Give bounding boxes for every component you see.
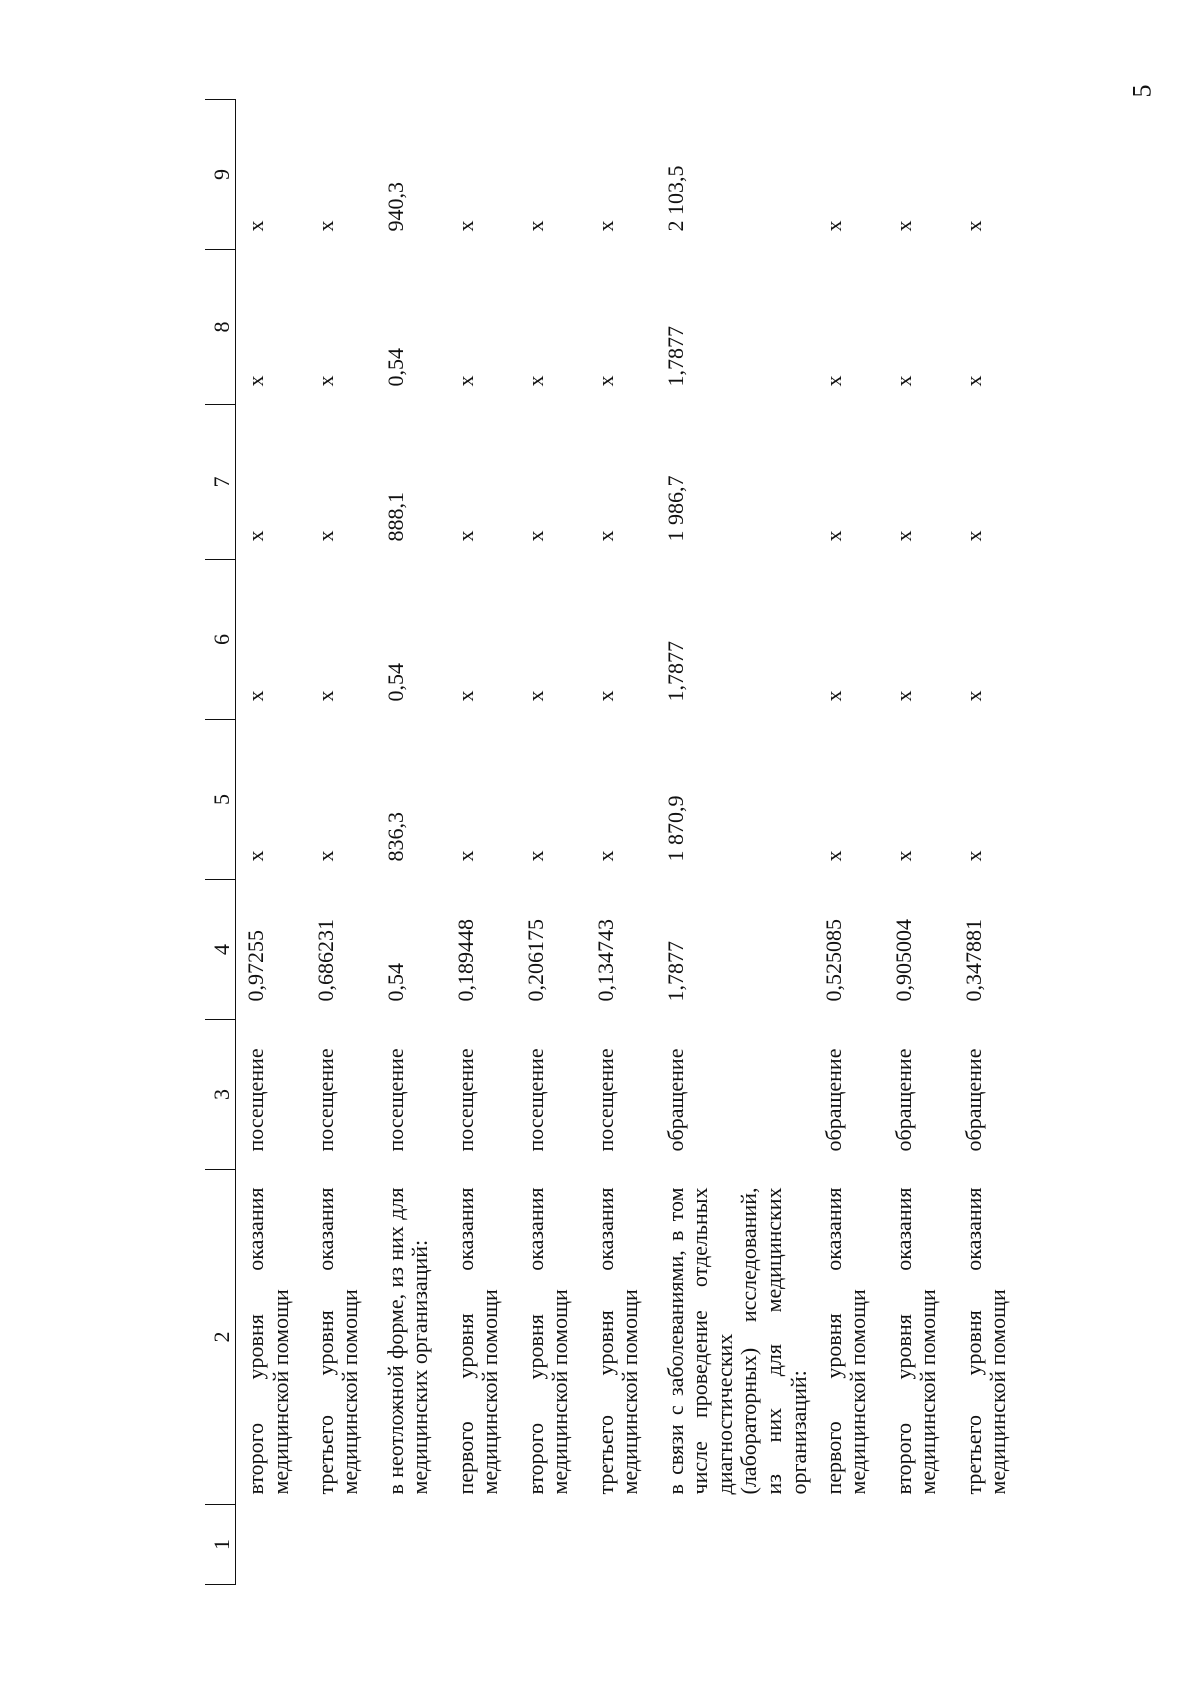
cell-col5: x xyxy=(820,850,846,862)
cell-unit: обращение xyxy=(960,1048,986,1152)
cell-col4: 0,189448 xyxy=(452,919,478,1002)
column-header-5: 5 xyxy=(205,720,236,880)
cell-col4: 0,206175 xyxy=(522,919,548,1002)
cell-col8: 0,54 xyxy=(382,348,408,387)
cell-unit: посещение xyxy=(243,1048,268,1152)
data-table xyxy=(205,99,1024,1585)
cell-name: второго уровня оказания медицинской помощи xyxy=(522,1187,573,1495)
cell-unit: посещение xyxy=(452,1048,478,1152)
column-header-8: 8 xyxy=(205,250,236,405)
cell-unit: обращение xyxy=(820,1048,846,1152)
cell-number xyxy=(376,1505,446,1585)
cell-col7: x xyxy=(243,530,268,542)
cell-col8: x xyxy=(522,375,548,387)
table-row xyxy=(954,100,1024,1585)
rotated-page-content xyxy=(205,100,1035,1585)
cell-col5: x xyxy=(522,850,548,862)
cell-name: второго уровня оказания медицинской помощи xyxy=(890,1187,941,1495)
cell-col8: x xyxy=(452,375,478,387)
cell-number xyxy=(236,1505,306,1585)
table-row xyxy=(814,100,884,1585)
cell-unit: посещение xyxy=(522,1048,548,1152)
cell-col6: x xyxy=(592,690,618,702)
cell-col8: 1,7877 xyxy=(662,326,688,387)
column-header-2: 2 xyxy=(205,1170,236,1505)
cell-col8: x xyxy=(820,375,846,387)
table-row xyxy=(446,100,516,1585)
cell-col9: x xyxy=(890,220,916,232)
cell-name: третьего уровня оказания медицинской помощи xyxy=(960,1187,1011,1495)
cell-col4: 0,686231 xyxy=(312,919,338,1002)
cell-number xyxy=(656,1505,814,1585)
cell-col4: 0,97255 xyxy=(243,930,268,1002)
table-header-row xyxy=(205,100,236,1585)
cell-name: третьего уровня оказания медицинской помощи xyxy=(592,1187,643,1495)
cell-col7: x xyxy=(522,530,548,542)
column-header-6: 6 xyxy=(205,560,236,720)
cell-col5: x xyxy=(890,850,916,862)
cell-col8: x xyxy=(243,375,268,387)
cell-unit: обращение xyxy=(890,1048,916,1152)
cell-col4: 0,347881 xyxy=(960,919,986,1002)
cell-col9: x xyxy=(312,220,338,232)
table-row xyxy=(236,100,306,1585)
column-header-1: 1 xyxy=(205,1505,236,1585)
cell-col9: x xyxy=(452,220,478,232)
table-row xyxy=(306,100,376,1585)
cell-col9: 940,3 xyxy=(382,182,408,232)
cell-number xyxy=(814,1505,884,1585)
cell-name: в неотложной форме, из них для медицинских организаций: xyxy=(382,1187,433,1495)
cell-col9: x xyxy=(522,220,548,232)
table-row xyxy=(656,100,814,1585)
cell-col8: x xyxy=(592,375,618,387)
cell-unit: посещение xyxy=(592,1048,618,1152)
cell-name: первого уровня оказания медицинской помощи xyxy=(452,1187,503,1495)
cell-col9: x xyxy=(820,220,846,232)
cell-number xyxy=(516,1505,586,1585)
cell-col4: 0,54 xyxy=(382,963,408,1002)
cell-col5: x xyxy=(960,850,986,862)
column-header-9: 9 xyxy=(205,100,236,250)
column-header-4: 4 xyxy=(205,880,236,1020)
cell-col4: 0,134743 xyxy=(592,919,618,1002)
cell-col6: 0,54 xyxy=(382,663,408,702)
cell-number xyxy=(884,1505,954,1585)
cell-col7: x xyxy=(452,530,478,542)
cell-col5: 1 870,9 xyxy=(662,795,688,862)
cell-col6: x xyxy=(890,690,916,702)
cell-col9: 2 103,5 xyxy=(662,165,688,232)
cell-col7: x xyxy=(960,530,986,542)
cell-col6: x xyxy=(312,690,338,702)
cell-name: третьего уровня оказания медицинской помощи xyxy=(312,1187,363,1495)
cell-col5: 836,3 xyxy=(382,812,408,862)
cell-col7: x xyxy=(312,530,338,542)
cell-col6: x xyxy=(960,690,986,702)
cell-col5: x xyxy=(243,850,268,862)
cell-col4: 1,7877 xyxy=(662,941,688,1002)
cell-unit: обращение xyxy=(662,1048,688,1152)
column-header-7: 7 xyxy=(205,405,236,560)
column-header-3: 3 xyxy=(205,1020,236,1170)
cell-col7: 1 986,7 xyxy=(662,475,688,542)
cell-col6: x xyxy=(452,690,478,702)
cell-col7: x xyxy=(592,530,618,542)
cell-unit: посещение xyxy=(382,1048,408,1152)
cell-col4: 0,905004 xyxy=(890,919,916,1002)
table-row xyxy=(376,100,446,1585)
cell-col6: x xyxy=(522,690,548,702)
page-number: 5 xyxy=(1127,84,1157,98)
table-row xyxy=(586,100,656,1585)
cell-col5: x xyxy=(312,850,338,862)
cell-name: второго уровня оказания медицинской помощи xyxy=(243,1187,293,1495)
cell-col8: x xyxy=(960,375,986,387)
cell-col9: x xyxy=(592,220,618,232)
cell-col5: x xyxy=(452,850,478,862)
cell-col7: 888,1 xyxy=(382,492,408,542)
cell-col7: x xyxy=(890,530,916,542)
cell-col4: 0,525085 xyxy=(820,919,846,1002)
cell-number xyxy=(446,1505,516,1585)
cell-col8: x xyxy=(890,375,916,387)
table-row xyxy=(516,100,586,1585)
cell-unit: посещение xyxy=(312,1048,338,1152)
cell-col6: x xyxy=(820,690,846,702)
cell-name: в связи с заболеваниями, в том числе проведение отдельных диагностических (лабораторных) исследований, из них для медицинских организаций: xyxy=(662,1187,811,1495)
cell-col6: 1,7877 xyxy=(662,641,688,702)
cell-col8: x xyxy=(312,375,338,387)
cell-col9: x xyxy=(243,220,268,232)
cell-col9: x xyxy=(960,220,986,232)
cell-name: первого уровня оказания медицинской помощи xyxy=(820,1187,871,1495)
cell-col7: x xyxy=(820,530,846,542)
cell-col6: x xyxy=(243,690,268,702)
table-row xyxy=(884,100,954,1585)
cell-number xyxy=(306,1505,376,1585)
cell-number xyxy=(586,1505,656,1585)
cell-col5: x xyxy=(592,850,618,862)
cell-number xyxy=(954,1505,1024,1585)
